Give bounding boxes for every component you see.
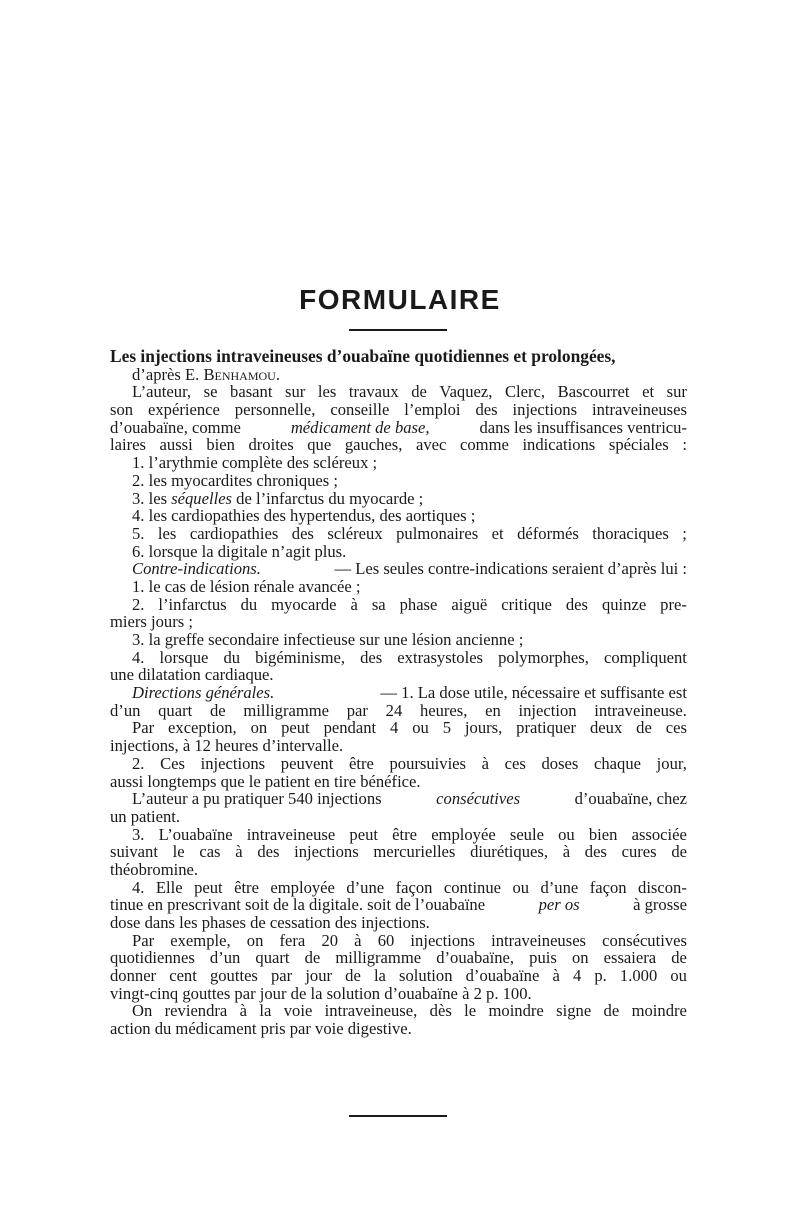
paragraph-line: 2. Ces injections peuvent être poursuivies à ces doses chaque jour, — [132, 753, 687, 773]
indication-item: 4. les cardiopathies des hypertendus, des aortiques ; — [132, 506, 476, 526]
contra-item: 3. la greffe secondaire infectieuse sur une lésion ancienne ; — [132, 630, 524, 649]
paragraph-line: L’auteur, se basant sur les travaux de Vaquez, Clerc, Bascourret et sur — [132, 382, 687, 402]
contra-item: 4. lorsque du bigéminisme, des extrasystoles polymorphes, compliquent — [132, 647, 687, 667]
emphasis: consécutives — [436, 789, 521, 809]
section-label: Contre-indications. — [132, 559, 261, 579]
paragraph-line: son expérience personnelle, conseille l’emploi des injections intraveineuses — [110, 400, 687, 420]
contra-item: une dilatation cardiaque. — [110, 665, 274, 685]
paragraph-line: vingt-cinq gouttes par jour de la solution d’ouabaïne à 2 p. 100. — [110, 983, 532, 1003]
byline-prefix: d’après E. — [132, 364, 200, 384]
paragraph-line: d’ouabaïne, comme médicament de base, dans les insuffisances ventricu- — [110, 417, 687, 437]
paragraph-line: dose dans les phases de cessation des injections. — [110, 913, 430, 932]
paragraph-line: 4. Elle peut être employée d’une façon continue ou d’une façon discon- — [132, 877, 687, 897]
contra-item: 1. le cas de lésion rénale avancée ; — [132, 576, 361, 596]
directions-heading-line: Directions générales. — 1. La dose utile, nécessaire et suffisante est — [132, 683, 687, 703]
emphasis: médicament de base, — [290, 417, 430, 437]
paragraph-line: Par exception, on peut pendant 4 ou 5 jours, pratiquer deux de ces — [132, 718, 687, 738]
paragraph-line: aussi longtemps que le patient en tire bénéfice. — [110, 771, 421, 791]
indication-item: 6. lorsque la digitale n’agit plus. — [132, 541, 347, 561]
paragraph-line: d’un quart de milligramme par 24 heures, en injection intraveineuse. — [110, 700, 687, 720]
paragraph-line: suivant le cas à des injections mercurielles diurétiques, à des cures de — [110, 842, 687, 862]
indication-item: 5. les cardiopathies des scléreux pulmonaires et déformés thoraciques ; — [132, 523, 687, 543]
indication-item: 2. les myocardites chroniques ; — [132, 470, 338, 490]
paragraph-line: quotidiennes d’un quart de milligramme d’ouabaïne, puis on essaiera de — [110, 948, 687, 968]
paragraph-line: laires aussi bien droites que gauches, avec comme indications spéciales : — [110, 435, 687, 455]
paragraph-line: 3. L’ouabaïne intraveineuse peut être employée seule ou bien associée — [132, 824, 687, 844]
contra-item: miers jours ; — [110, 612, 193, 632]
indication-item: 1. l’arythmie complète des scléreux ; — [132, 453, 378, 473]
contra-item: 2. l’infarctus du myocarde à sa phase aiguë critique des quinze pre- — [132, 594, 687, 614]
author-name: Benhamou — [203, 364, 276, 384]
emphasis: séquelles — [171, 488, 233, 508]
article-body — [110, 348, 687, 1038]
end-rule — [349, 1115, 447, 1117]
paragraph-line: tinue en prescrivant soit de la digitale. soit de l’ouabaïne per os à grosse — [110, 895, 687, 915]
paragraph-line: On reviendra à la voie intraveineuse, dès le moindre signe de moindre — [132, 1001, 687, 1021]
heading-rule — [349, 329, 447, 331]
paragraph-line: L’auteur a pu pratiquer 540 injections consécutives d’ouabaïne, chez — [132, 789, 687, 809]
paragraph-line: Par exemple, on fera 20 à 60 injections intraveineuses consécutives — [132, 930, 687, 950]
page-heading: FORMULAIRE — [299, 284, 501, 315]
paragraph-line: un patient. — [110, 806, 181, 826]
emphasis: per os — [538, 895, 580, 915]
paragraph-line: injections, à 12 heures d’intervalle. — [110, 736, 344, 756]
paragraph-line: théobromine. — [110, 859, 199, 879]
byline: d’après E. Benhamou. — [132, 364, 280, 384]
paragraph-line: donner cent gouttes par jour de la solution d’ouabaïne à 4 p. 1.000 ou — [110, 966, 687, 986]
indication-item: 3. les séquelles de l’infarctus du myocarde ; — [132, 488, 424, 508]
section-label: Directions générales. — [132, 683, 275, 703]
article-title: Les injections intraveineuses d’ouabaïne quotidiennes et prolongées, — [110, 346, 616, 366]
paragraph-line: action du médicament pris par voie digestive. — [110, 1019, 412, 1039]
contra-heading-line: Contre-indications. — Les seules contre-indications seraient d’après lui : — [132, 559, 687, 579]
